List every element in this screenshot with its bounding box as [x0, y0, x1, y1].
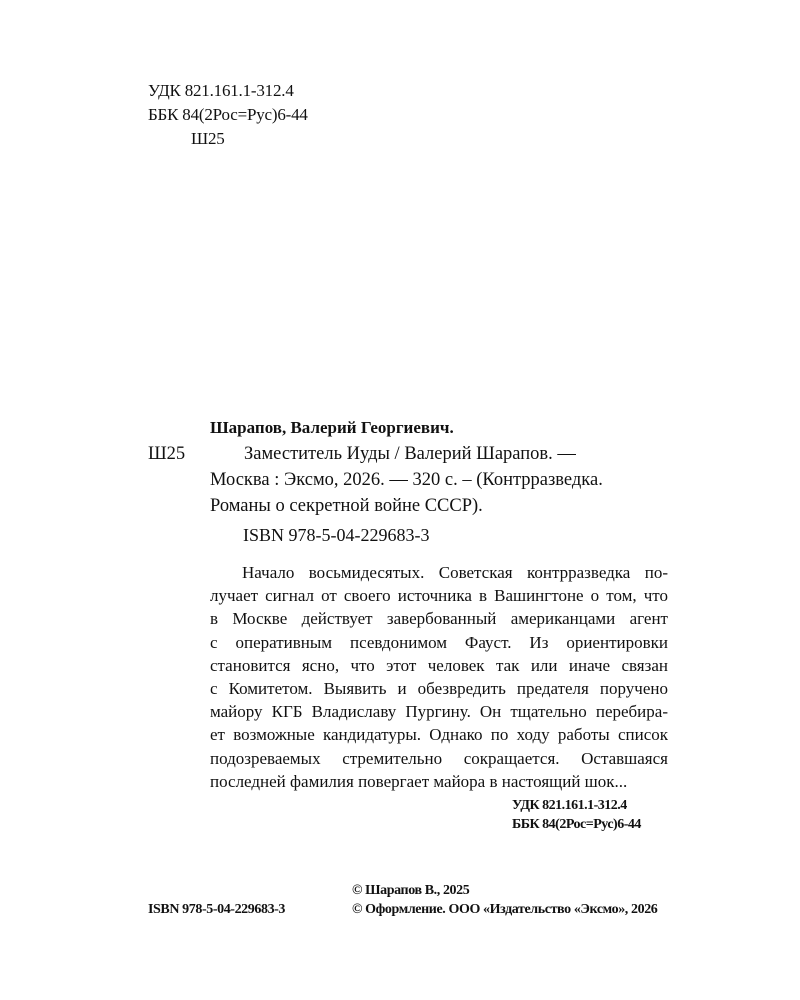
isbn-main: ISBN 978-5-04-229683-3 [243, 525, 430, 545]
annotation-line: в Москве действует завербованный американцами агент [210, 609, 668, 629]
bottom-udk-code: УДК 821.161.1-312.4 [512, 798, 627, 813]
card-author-mark: Ш25 [148, 444, 186, 464]
udk-code: УДК 821.161.1-312.4 [148, 81, 294, 100]
author-heading: Шарапов, Валерий Георгиевич. [210, 418, 454, 437]
annotation [210, 561, 668, 793]
annotation-line: Начало восьмидесятых. Советская контрразведка по- [242, 563, 668, 582]
annotation-line: последней фамилия повергает майора в настоящий шок... [210, 771, 628, 791]
annotation-line: с оперативным псевдонимом Фауст. Из ориентировки [210, 632, 668, 652]
bottom-bbk-code: ББК 84(2Рос=Рус)6-44 [512, 817, 641, 832]
annotation-line: с Комитетом. Выявить и обезвредить предателя поручено [210, 678, 668, 698]
description-line: Москва : Эксмо, 2026. — 320 с. – (Контрразведка. [210, 470, 603, 490]
author-mark: Ш25 [191, 129, 225, 148]
annotation-line: лучает сигнал от своего источника в Вашингтоне о том, что [210, 586, 668, 606]
annotation-line: майору КГБ Владиславу Пургину. Он тщательно перебира- [210, 702, 668, 722]
isbn-imprint: ISBN 978-5-04-229683-3 [148, 902, 286, 917]
copyright-design: © Оформление. ООО «Издательство «Эксмо», 2026 [352, 902, 658, 917]
annotation-line: ет возможные кандидатуры. Однако по ходу работы список [210, 725, 668, 745]
description-line: Романы о секретной войне СССР). [210, 496, 483, 516]
description-line: Заместитель Иуды / Валерий Шарапов. — [244, 444, 576, 464]
copyright-author: © Шарапов В., 2025 [352, 883, 470, 898]
annotation-line: подозреваемых стремительно сокращается. Оставшаяся [210, 748, 668, 768]
bbk-code: ББК 84(2Рос=Рус)6-44 [148, 105, 308, 124]
annotation-line: становится ясно, что этот человек так или иначе связан [210, 655, 668, 675]
